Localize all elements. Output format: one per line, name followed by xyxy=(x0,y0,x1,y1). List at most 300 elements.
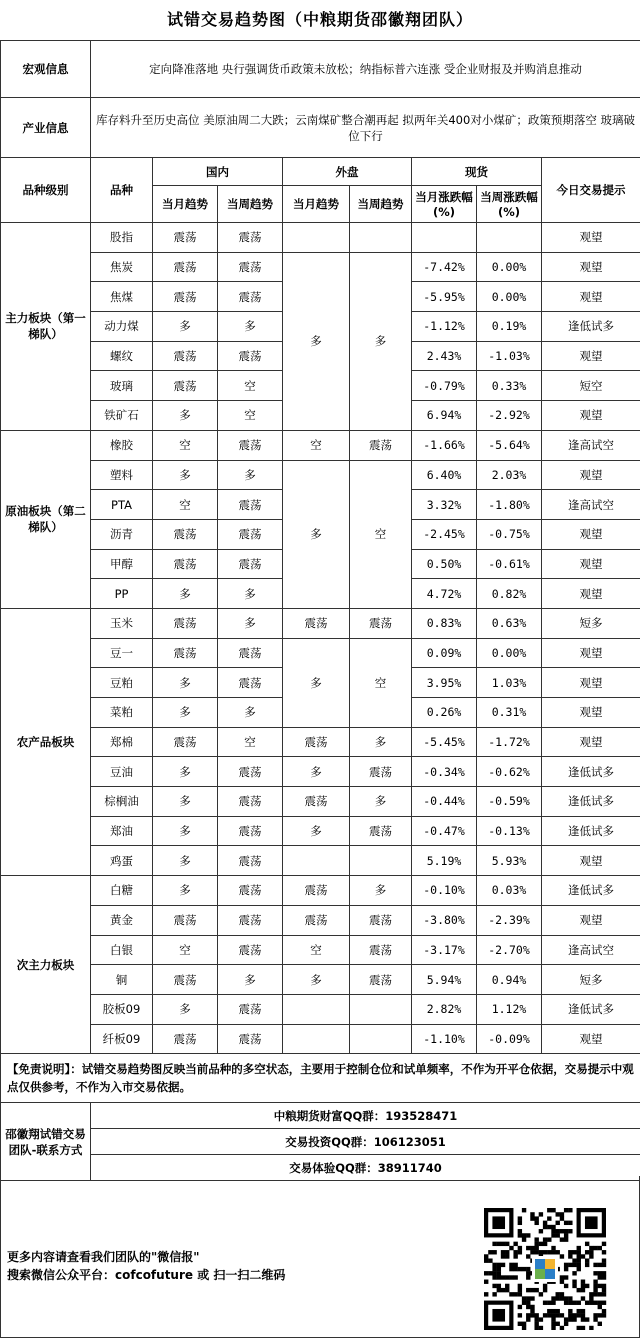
domestic-month-trend: 空 xyxy=(153,935,218,965)
trade-tip: 观望 xyxy=(542,460,640,490)
trade-tip: 逢高试空 xyxy=(542,490,640,520)
spot-month-change: -5.95% xyxy=(412,282,477,312)
qr-module xyxy=(593,1313,597,1317)
spot-week-change: 0.94% xyxy=(477,965,542,995)
qr-module xyxy=(526,1271,530,1275)
qr-module xyxy=(577,1267,581,1271)
table-row xyxy=(1,816,640,846)
trade-tip: 短多 xyxy=(542,608,640,638)
qr-module xyxy=(526,1254,530,1258)
spot-week-change: -2.39% xyxy=(477,905,542,935)
header-domestic: 国内 xyxy=(153,158,283,186)
domestic-week-trend: 多 xyxy=(218,965,283,995)
foreign-month-trend xyxy=(283,846,350,876)
qr-module xyxy=(488,1258,492,1262)
qr-module xyxy=(545,1259,555,1269)
qr-module xyxy=(497,1242,501,1246)
foreign-month-trend: 多 xyxy=(283,816,350,846)
disclaimer: 【免责说明】：试错交易趋势图反映当前品种的多空状态，主要用于控制仓位和试单频率，不作为开平仓依据，交易提示中观点仅供参考，不作为入市交易依据。 xyxy=(1,1054,640,1103)
variety-cell: 豆油 xyxy=(91,757,153,787)
domestic-week-trend: 震荡 xyxy=(218,935,283,965)
variety-cell: 动力煤 xyxy=(91,312,153,342)
qr-module xyxy=(501,1254,505,1258)
foreign-week-trend: 震荡 xyxy=(350,935,412,965)
qr-module xyxy=(572,1280,576,1284)
qr-module xyxy=(602,1313,606,1317)
spot-week-change: -5.64% xyxy=(477,430,542,460)
qr-module xyxy=(556,1250,560,1254)
qr-module xyxy=(518,1250,522,1254)
qr-module xyxy=(509,1263,513,1267)
qr-module xyxy=(577,1301,581,1305)
qr-module xyxy=(518,1233,522,1237)
qr-module xyxy=(593,1246,597,1250)
domestic-week-trend: 多 xyxy=(218,579,283,609)
qr-module xyxy=(539,1212,543,1216)
qr-module xyxy=(572,1313,576,1317)
spot-month-change: -0.44% xyxy=(412,787,477,817)
qr-module xyxy=(556,1313,560,1317)
header-spot-week: 当周涨跌幅(%) xyxy=(477,186,542,223)
footer-line-1: 更多内容请查看我们团队的"微信报" xyxy=(7,1250,200,1264)
qr-module xyxy=(509,1267,513,1271)
qr-code[interactable] xyxy=(477,1208,613,1330)
qr-module xyxy=(585,1258,589,1262)
qr-module xyxy=(534,1288,538,1292)
group-label: 农产品板块 xyxy=(1,608,91,875)
qr-module xyxy=(602,1284,606,1288)
qr-module xyxy=(518,1288,522,1292)
qr-module xyxy=(492,1271,496,1275)
table-row xyxy=(1,876,640,906)
domestic-week-trend: 震荡 xyxy=(218,549,283,579)
domestic-month-trend: 多 xyxy=(153,668,218,698)
qr-module xyxy=(534,1313,538,1317)
domestic-month-trend: 震荡 xyxy=(153,519,218,549)
qr-module xyxy=(526,1246,530,1250)
foreign-week-trend: 多 xyxy=(350,727,412,757)
qr-module xyxy=(547,1208,551,1212)
domestic-month-trend: 震荡 xyxy=(153,905,218,935)
trade-tip: 观望 xyxy=(542,846,640,876)
qr-module xyxy=(547,1237,551,1241)
foreign-month-trend: 震荡 xyxy=(283,905,350,935)
domestic-month-trend: 多 xyxy=(153,757,218,787)
qr-module xyxy=(543,1301,547,1305)
trade-tip: 逢低试多 xyxy=(542,757,640,787)
qr-module xyxy=(556,1212,560,1216)
qr-module xyxy=(589,1292,593,1296)
qr-module xyxy=(484,1280,488,1284)
qr-module xyxy=(530,1313,534,1317)
qr-module xyxy=(522,1301,526,1305)
qr-module xyxy=(577,1313,581,1317)
qr-module xyxy=(497,1275,501,1279)
foreign-week-trend xyxy=(350,1024,412,1054)
header-foreign-week: 当周趋势 xyxy=(350,186,412,223)
qr-module xyxy=(568,1317,572,1321)
trade-tip: 观望 xyxy=(542,727,640,757)
foreign-month-trend: 空 xyxy=(283,430,350,460)
qr-module xyxy=(560,1212,564,1216)
qr-module xyxy=(513,1254,517,1258)
spot-month-change: -0.34% xyxy=(412,757,477,787)
qr-module xyxy=(543,1237,547,1241)
trade-tip: 逢低试多 xyxy=(542,994,640,1024)
qr-module xyxy=(526,1296,530,1300)
qr-module xyxy=(602,1271,606,1275)
qr-module xyxy=(492,1267,496,1271)
spot-week-change: 5.93% xyxy=(477,846,542,876)
qr-module xyxy=(593,1271,597,1275)
domestic-month-trend: 多 xyxy=(153,312,218,342)
qr-module xyxy=(518,1229,522,1233)
group-label: 原油板块（第二梯队） xyxy=(1,430,91,608)
variety-cell: 股指 xyxy=(91,223,153,253)
trade-tip: 观望 xyxy=(542,341,640,371)
qr-module xyxy=(513,1267,517,1271)
qr-module xyxy=(589,1296,593,1300)
qr-module xyxy=(585,1216,598,1229)
qr-module xyxy=(543,1284,547,1288)
variety-cell: 白银 xyxy=(91,935,153,965)
variety-cell: 焦煤 xyxy=(91,282,153,312)
trade-tip: 观望 xyxy=(542,579,640,609)
table-row xyxy=(1,846,640,876)
spot-week-change: -0.62% xyxy=(477,757,542,787)
qr-module xyxy=(568,1301,572,1305)
qr-module xyxy=(568,1208,572,1212)
qr-module xyxy=(547,1309,551,1313)
qr-module xyxy=(492,1242,496,1246)
spot-week-change: -2.70% xyxy=(477,935,542,965)
qr-module xyxy=(497,1271,501,1275)
qr-module xyxy=(484,1292,488,1296)
qr-module xyxy=(593,1301,597,1305)
qr-module xyxy=(539,1242,543,1246)
contact-line: 交易体验QQ群：38911740 xyxy=(91,1155,640,1181)
qr-module xyxy=(589,1326,593,1330)
qr-module xyxy=(539,1326,543,1330)
qr-module xyxy=(484,1258,488,1262)
foreign-week-trend: 震荡 xyxy=(350,816,412,846)
domestic-month-trend: 震荡 xyxy=(153,608,218,638)
qr-module xyxy=(551,1309,555,1313)
domestic-month-trend: 震荡 xyxy=(153,549,218,579)
spot-month-change: -7.42% xyxy=(412,252,477,282)
qr-module xyxy=(534,1237,538,1241)
qr-module xyxy=(505,1242,509,1246)
header-level: 品种级别 xyxy=(1,158,91,223)
qr-module xyxy=(497,1288,501,1292)
qr-module xyxy=(539,1317,543,1321)
qr-module xyxy=(484,1271,488,1275)
foreign-month-trend: 震荡 xyxy=(283,787,350,817)
qr-module xyxy=(518,1246,522,1250)
qr-module xyxy=(522,1237,526,1241)
foreign-week-trend: 震荡 xyxy=(350,430,412,460)
qr-module xyxy=(560,1216,564,1220)
foreign-week-trend: 震荡 xyxy=(350,608,412,638)
qr-module xyxy=(577,1250,581,1254)
qr-module xyxy=(568,1221,572,1225)
footer-text xyxy=(7,1248,285,1284)
spot-week-change: -0.59% xyxy=(477,787,542,817)
qr-module xyxy=(505,1254,509,1258)
spot-month-change: -0.10% xyxy=(412,876,477,906)
qr-module xyxy=(560,1237,564,1241)
spot-week-change: 1.12% xyxy=(477,994,542,1024)
qr-module xyxy=(530,1246,534,1250)
qr-module xyxy=(560,1229,564,1233)
spot-month-change: 3.32% xyxy=(412,490,477,520)
qr-module xyxy=(518,1313,522,1317)
spot-month-change: 0.09% xyxy=(412,638,477,668)
qr-module xyxy=(598,1284,602,1288)
qr-module xyxy=(581,1326,585,1330)
qr-module xyxy=(598,1271,602,1275)
foreign-week-trend: 多 xyxy=(350,252,412,430)
trade-tip: 观望 xyxy=(542,223,640,253)
spot-week-change: -1.72% xyxy=(477,727,542,757)
domestic-month-trend: 空 xyxy=(153,490,218,520)
qr-module xyxy=(560,1326,564,1330)
domestic-month-trend: 震荡 xyxy=(153,252,218,282)
qr-module xyxy=(551,1250,555,1254)
qr-module xyxy=(526,1313,530,1317)
domestic-week-trend: 震荡 xyxy=(218,430,283,460)
trade-tip: 观望 xyxy=(542,401,640,431)
qr-module xyxy=(543,1225,547,1229)
qr-module xyxy=(572,1301,576,1305)
qr-module xyxy=(577,1254,581,1258)
qr-module xyxy=(539,1229,543,1233)
variety-cell: 胶板09 xyxy=(91,994,153,1024)
spot-week-change: 0.00% xyxy=(477,252,542,282)
foreign-month-trend: 震荡 xyxy=(283,608,350,638)
spot-month-change: -1.66% xyxy=(412,430,477,460)
qr-module xyxy=(547,1301,551,1305)
trade-tip: 观望 xyxy=(542,549,640,579)
qr-module xyxy=(585,1301,589,1305)
qr-module xyxy=(530,1250,534,1254)
qr-module xyxy=(526,1305,530,1309)
foreign-month-trend xyxy=(283,1024,350,1054)
qr-module xyxy=(602,1250,606,1254)
trade-tip: 逢高试空 xyxy=(542,935,640,965)
qr-module xyxy=(585,1284,589,1288)
spot-week-change: 0.82% xyxy=(477,579,542,609)
foreign-week-trend xyxy=(350,846,412,876)
qr-module xyxy=(530,1212,534,1216)
spot-week-change: 0.03% xyxy=(477,876,542,906)
spot-week-change: 0.00% xyxy=(477,282,542,312)
domestic-month-trend: 震荡 xyxy=(153,638,218,668)
qr-module xyxy=(509,1246,513,1250)
domestic-week-trend: 多 xyxy=(218,698,283,728)
domestic-month-trend: 震荡 xyxy=(153,223,218,253)
foreign-week-trend: 多 xyxy=(350,876,412,906)
qr-module xyxy=(518,1221,522,1225)
domestic-week-trend: 震荡 xyxy=(218,876,283,906)
qr-module xyxy=(492,1284,496,1288)
domestic-week-trend: 震荡 xyxy=(218,519,283,549)
qr-module xyxy=(501,1242,505,1246)
qr-module xyxy=(543,1250,547,1254)
qr-module xyxy=(577,1246,581,1250)
macro-text: 定向降准落地 央行强调货币政策未放松；纳指标普六连涨 受企业财报及并购消息推动 xyxy=(91,41,640,98)
footer-line-2: 搜索微信公众平台：cofcofuture 或 扫一扫二维码 xyxy=(7,1268,286,1282)
domestic-month-trend: 多 xyxy=(153,401,218,431)
foreign-month-trend xyxy=(283,223,350,253)
qr-module xyxy=(564,1275,568,1279)
domestic-week-trend: 震荡 xyxy=(218,994,283,1024)
spot-week-change: 0.31% xyxy=(477,698,542,728)
qr-module xyxy=(564,1263,568,1267)
foreign-week-trend xyxy=(350,994,412,1024)
spot-week-change: -0.13% xyxy=(477,816,542,846)
qr-module xyxy=(556,1322,560,1326)
qr-module xyxy=(572,1258,576,1262)
qr-module xyxy=(585,1317,589,1321)
header-foreign-month: 当月趋势 xyxy=(283,186,350,223)
domestic-week-trend: 震荡 xyxy=(218,252,283,282)
domestic-week-trend: 空 xyxy=(218,727,283,757)
qr-module xyxy=(547,1225,551,1229)
domestic-month-trend: 多 xyxy=(153,698,218,728)
qr-module xyxy=(572,1250,576,1254)
qr-module xyxy=(556,1292,560,1296)
qr-module xyxy=(522,1267,526,1271)
qr-module xyxy=(539,1250,543,1254)
domestic-month-trend: 震荡 xyxy=(153,1024,218,1054)
qr-module xyxy=(556,1233,560,1237)
foreign-month-trend: 震荡 xyxy=(283,876,350,906)
qr-module xyxy=(556,1296,560,1300)
variety-cell: 玉米 xyxy=(91,608,153,638)
qr-module xyxy=(488,1250,492,1254)
qr-module xyxy=(530,1309,534,1313)
variety-cell: 菜粕 xyxy=(91,698,153,728)
table-row xyxy=(1,430,640,460)
qr-module xyxy=(564,1237,568,1241)
trade-tip: 观望 xyxy=(542,282,640,312)
qr-module xyxy=(530,1305,534,1309)
qr-module xyxy=(577,1263,581,1267)
foreign-week-trend: 震荡 xyxy=(350,757,412,787)
header-variety: 品种 xyxy=(91,158,153,223)
qr-module xyxy=(602,1309,606,1313)
qr-module xyxy=(598,1275,602,1279)
qr-module xyxy=(564,1267,568,1271)
trade-tip: 逢低试多 xyxy=(542,816,640,846)
foreign-week-trend xyxy=(350,223,412,253)
qr-module xyxy=(556,1221,560,1225)
qr-module xyxy=(560,1254,564,1258)
qr-module xyxy=(564,1221,568,1225)
foreign-month-trend: 多 xyxy=(283,965,350,995)
domestic-week-trend: 震荡 xyxy=(218,757,283,787)
qr-module xyxy=(518,1284,522,1288)
spot-month-change: 5.94% xyxy=(412,965,477,995)
variety-cell: 橡胶 xyxy=(91,430,153,460)
qr-module xyxy=(551,1225,555,1229)
qr-module xyxy=(539,1292,543,1296)
qr-module xyxy=(572,1271,576,1275)
trade-tip: 逢低试多 xyxy=(542,787,640,817)
qr-module xyxy=(492,1250,496,1254)
qr-module xyxy=(551,1317,555,1321)
domestic-week-trend: 多 xyxy=(218,312,283,342)
contact-line: 中粮期货财富QQ群：193528471 xyxy=(91,1103,640,1129)
trade-tip: 观望 xyxy=(542,252,640,282)
spot-week-change: 0.63% xyxy=(477,608,542,638)
qr-module xyxy=(518,1267,522,1271)
spot-month-change: -1.10% xyxy=(412,1024,477,1054)
domestic-week-trend: 震荡 xyxy=(218,282,283,312)
qr-module xyxy=(581,1313,585,1317)
qr-module xyxy=(564,1284,568,1288)
qr-module xyxy=(577,1309,581,1313)
qr-module xyxy=(513,1242,517,1246)
qr-module xyxy=(598,1292,602,1296)
spot-week-change: -1.80% xyxy=(477,490,542,520)
qr-module xyxy=(543,1242,547,1246)
qr-module xyxy=(543,1288,547,1292)
foreign-week-trend: 震荡 xyxy=(350,905,412,935)
header-domestic-week: 当周趋势 xyxy=(218,186,283,223)
variety-cell: 白糖 xyxy=(91,876,153,906)
foreign-month-trend: 多 xyxy=(283,638,350,727)
trade-tip: 逢低试多 xyxy=(542,312,640,342)
qr-module xyxy=(484,1254,488,1258)
table-row xyxy=(1,935,640,965)
qr-module xyxy=(585,1250,589,1254)
qr-module xyxy=(551,1301,555,1305)
qr-module xyxy=(581,1296,585,1300)
trade-tip: 观望 xyxy=(542,668,640,698)
industry-text: 库存料升至历史高位 美原油周二大跌；云南煤矿整合潮再起 拟两年关400对小煤矿；政策预期落空 玻璃破位下行 xyxy=(91,98,640,158)
foreign-month-trend: 震荡 xyxy=(283,727,350,757)
qr-module xyxy=(551,1233,555,1237)
qr-module xyxy=(572,1317,576,1321)
qr-module xyxy=(581,1288,585,1292)
spot-week-change: -0.09% xyxy=(477,1024,542,1054)
domestic-week-trend: 震荡 xyxy=(218,905,283,935)
domestic-month-trend: 震荡 xyxy=(153,965,218,995)
trade-tip: 观望 xyxy=(542,698,640,728)
spot-month-change: 4.72% xyxy=(412,579,477,609)
qr-module xyxy=(530,1216,534,1220)
qr-module xyxy=(522,1322,526,1326)
qr-module xyxy=(543,1313,547,1317)
table-row xyxy=(1,608,640,638)
trade-tip: 观望 xyxy=(542,905,640,935)
qr-module xyxy=(535,1269,545,1279)
qr-module xyxy=(593,1280,597,1284)
qr-module xyxy=(577,1326,581,1330)
qr-module xyxy=(598,1313,602,1317)
qr-module xyxy=(534,1221,538,1225)
spot-month-change: -2.45% xyxy=(412,519,477,549)
qr-module xyxy=(568,1250,572,1254)
qr-module xyxy=(509,1292,513,1296)
qr-module xyxy=(534,1326,538,1330)
foreign-month-trend: 多 xyxy=(283,460,350,608)
qr-module xyxy=(535,1259,545,1269)
qr-module xyxy=(593,1288,597,1292)
domestic-week-trend: 震荡 xyxy=(218,638,283,668)
